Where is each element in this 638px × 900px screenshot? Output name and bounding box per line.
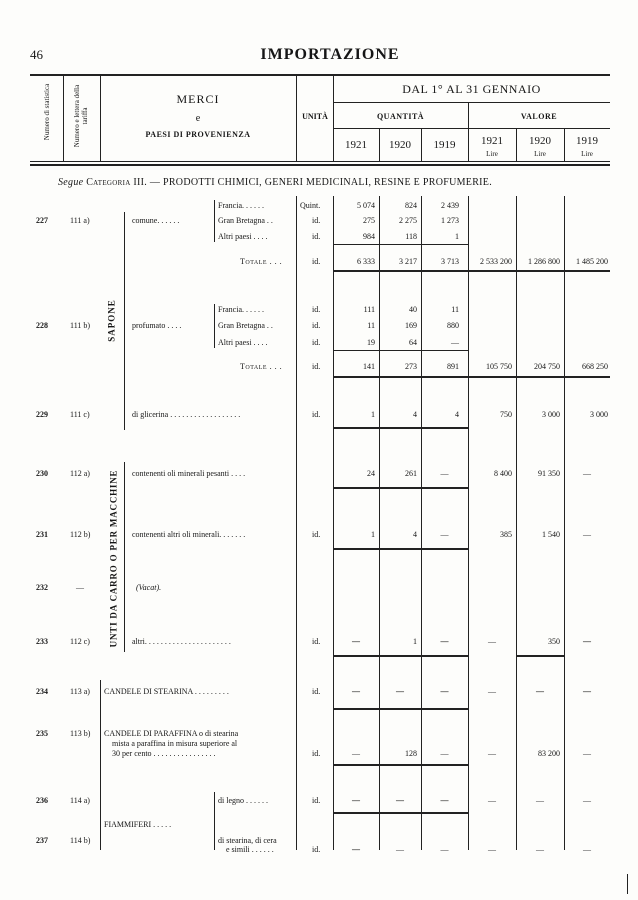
row-227-subtotal-rule <box>333 244 468 245</box>
row-228-total-q19: 891 <box>447 362 459 371</box>
row-237-label-1: di stearina, di cera <box>218 836 277 845</box>
row-235-label-2: mista a paraffina in misura superiore al <box>112 739 238 748</box>
row-233-q19: — <box>440 637 449 646</box>
row-231-label: contenenti altri oli minerali. . . . . . . <box>132 530 246 539</box>
row-229-q21: 1 <box>371 410 375 419</box>
header-numero-statistica: Numero di statistica <box>43 83 51 141</box>
row-235-v20: 83 200 <box>538 749 560 758</box>
row-231-v20: 1 540 <box>542 530 560 539</box>
year-v-1920: 1920 <box>529 135 551 147</box>
row-227-country-2: Gran Bretagna . . <box>218 216 273 225</box>
category-text: III. — PRODOTTI CHIMICI, GENERI MEDICINALI, RESINE E PROFUMERIE. <box>133 177 493 188</box>
row-227-total-q20: 3 217 <box>399 257 417 266</box>
row-234-tariff: 113 a) <box>70 687 90 696</box>
period-rule <box>333 102 610 103</box>
row-227-q20-3: 118 <box>405 232 417 241</box>
year-q-1920: 1920 <box>389 139 411 151</box>
row-228-end-rule <box>333 376 610 378</box>
row-227-q19-1: 2 439 <box>441 201 459 210</box>
row-228-q20-1: 40 <box>409 305 417 314</box>
row-227-total-v20: 1 286 800 <box>528 257 560 266</box>
row-229-v19: 3 000 <box>590 410 608 419</box>
row-233-q21: — <box>352 637 360 646</box>
row-237-q19: — <box>440 845 449 854</box>
row-236-q19: — <box>440 796 449 805</box>
row-232-tariff: — <box>76 583 84 592</box>
row-228-q19-1: 11 <box>451 305 459 314</box>
row-232-num: 232 <box>36 583 48 592</box>
row-228-q19-2: 880 <box>447 321 459 330</box>
row-227-country-3: Altri paesi . . . . <box>218 232 268 241</box>
row-235-label-1: CANDELE DI PARAFFINA o di stearina <box>104 729 239 738</box>
row-233-end-rule-v <box>516 655 564 657</box>
row-235-label-3: 30 per cento . . . . . . . . . . . . . . . . <box>112 749 216 758</box>
row-233-v19: — <box>583 637 591 646</box>
row-237-q21: — <box>352 845 360 854</box>
row-237-q20: — <box>396 845 404 854</box>
row-227-q20-1: 824 <box>405 201 417 210</box>
sapone-bracket <box>124 212 125 430</box>
row-234-end-rule <box>333 708 468 710</box>
row-228-unit-1: id. <box>312 305 321 314</box>
year-v-1921: 1921 <box>481 135 503 147</box>
row-228-country-3: Altri paesi . . . . <box>218 338 268 347</box>
row-237-num: 237 <box>36 836 48 845</box>
row-231-v21: 385 <box>500 530 512 539</box>
fiammiferi-bracket <box>214 792 215 850</box>
row-230-num: 230 <box>36 469 48 478</box>
row-227-q19-2: 1 273 <box>441 216 459 225</box>
row-237-v19: — <box>583 845 591 854</box>
row-233-tariff: 112 c) <box>70 637 90 646</box>
header-bottom-rule <box>30 161 610 162</box>
row-230-label: contenenti oli minerali pesanti . . . . <box>132 469 246 478</box>
row-237-tariff: 114 b) <box>70 836 91 845</box>
row-231-q21: 1 <box>371 530 375 539</box>
row-228-q21-3: 19 <box>367 338 375 347</box>
lire-1921: Lire <box>486 150 498 158</box>
row-229-tariff: 111 c) <box>70 410 90 419</box>
row-228-total-unit: id. <box>312 362 321 371</box>
row-227-q19-3: 1 <box>455 232 459 241</box>
row-235-q21: — <box>352 749 360 758</box>
body-sep-merci <box>100 680 101 850</box>
row-234-v19: — <box>583 687 591 696</box>
category-segue: Segue <box>58 177 84 188</box>
row-230-end-rule <box>333 487 468 489</box>
row-235-q19: — <box>440 749 449 758</box>
row-231-end-rule <box>333 548 468 550</box>
row-227-tariff: 111 a) <box>70 216 90 225</box>
row-228-subtotal-rule <box>333 350 468 351</box>
row-234-q21: — <box>352 687 360 696</box>
row-233-v21: — <box>488 637 496 646</box>
row-228-bracket <box>214 304 215 348</box>
sub-header-rule <box>333 128 610 129</box>
row-231-q20: 4 <box>413 530 417 539</box>
row-235-v19: — <box>583 749 591 758</box>
row-227-total-q19: 3 713 <box>441 257 459 266</box>
row-228-total-v19: 668 250 <box>582 362 608 371</box>
row-233-num: 233 <box>36 637 48 646</box>
row-228-total-q21: 141 <box>363 362 375 371</box>
row-227-bracket <box>214 200 215 242</box>
row-229-end-rule <box>333 427 468 429</box>
row-227-unit-3: id. <box>312 232 321 241</box>
row-235-end-rule <box>333 764 468 766</box>
header-bottom-rule-2 <box>30 164 610 166</box>
row-237-v21: — <box>488 845 496 854</box>
row-236-label: di legno . . . . . . <box>218 796 268 805</box>
row-227-end-rule <box>333 270 610 272</box>
row-234-num: 234 <box>36 687 48 696</box>
page-title: IMPORTAZIONE <box>260 46 400 63</box>
row-235-tariff: 113 b) <box>70 729 91 738</box>
row-228-q21-2: 11 <box>367 321 375 330</box>
row-229-q19: 4 <box>455 410 459 419</box>
row-230-v19: — <box>583 469 591 478</box>
row-228-q21-1: 111 <box>363 305 375 314</box>
row-228-total-v21: 105 750 <box>486 362 512 371</box>
fiammiferi-label: FIAMMIFERI . . . . . <box>104 820 172 829</box>
row-235-unit: id. <box>312 749 321 758</box>
row-228-total-v20: 204 750 <box>534 362 560 371</box>
row-227-total-label: Totale . . . <box>240 257 283 266</box>
header-paesi: PAESI DI PROVENIENZA <box>145 130 251 139</box>
row-227-total-q21: 6 333 <box>357 257 375 266</box>
header-numero-tariffa: Numero e lettera della tariffa <box>73 84 89 148</box>
row-228-unit-3: id. <box>312 338 321 347</box>
row-228-total-label: Totale . . . <box>240 362 283 371</box>
row-236-v20: — <box>536 796 544 805</box>
year-q-1919: 1919 <box>433 139 456 151</box>
row-227-label: comune. . . . . . <box>132 216 180 225</box>
year-v-1919: 1919 <box>576 135 598 147</box>
row-229-v20: 3 000 <box>542 410 560 419</box>
row-233-label: altri. . . . . . . . . . . . . . . . . . . . . . <box>132 637 231 646</box>
page-edge-mark <box>627 874 628 894</box>
row-235-num: 235 <box>36 729 48 738</box>
row-230-tariff: 112 a) <box>70 469 90 478</box>
row-236-v21: — <box>488 796 496 805</box>
row-234-label: CANDELE DI STEARINA . . . . . . . . . <box>104 687 229 696</box>
row-234-v20: — <box>536 687 544 696</box>
row-228-label: profumato . . . . <box>132 321 182 330</box>
row-234-q19: — <box>440 687 449 696</box>
row-234-unit: id. <box>312 687 321 696</box>
row-236-q21: — <box>352 796 360 805</box>
row-228-q19-3: — <box>451 338 459 347</box>
vertical-label-unti: UNTI DA CARRO O PER MACCHINE <box>108 469 119 648</box>
row-231-unit: id. <box>312 530 321 539</box>
row-227-unit-2: id. <box>312 216 321 225</box>
row-230-v21: 8 400 <box>494 469 512 478</box>
row-227-q20-2: 2 275 <box>399 216 417 225</box>
category-word: Categoria <box>86 177 131 188</box>
row-233-v20: 350 <box>548 637 560 646</box>
row-230-v20: 91 350 <box>538 469 560 478</box>
row-228-num: 228 <box>36 321 48 330</box>
row-230-q20: 261 <box>405 469 417 478</box>
lire-1920: Lire <box>534 150 546 158</box>
row-229-q20: 4 <box>413 410 417 419</box>
row-231-v19: — <box>583 530 591 539</box>
unti-bracket <box>124 462 125 652</box>
row-228-tariff: 111 b) <box>70 321 91 330</box>
row-237-label-2: e simili . . . . . . <box>226 845 274 854</box>
year-q-1921: 1921 <box>345 139 367 151</box>
page-number: 46 <box>30 47 43 62</box>
row-229-unit: id. <box>312 410 321 419</box>
header-top-rule <box>30 74 610 76</box>
header-unita: UNITÀ <box>302 112 328 121</box>
row-227-total-unit: id. <box>312 257 321 266</box>
header-col-sep-1 <box>63 74 64 162</box>
row-229-label: di glicerina . . . . . . . . . . . . . . . . . . <box>132 410 241 419</box>
row-233-end-rule <box>333 655 468 657</box>
row-228-country-1: Francia. . . . . . <box>218 305 264 314</box>
vertical-label-sapone: SAPONE <box>106 299 117 342</box>
row-231-q19: — <box>440 530 449 539</box>
row-227-num: 227 <box>36 216 48 225</box>
row-227-q21-3: 984 <box>363 232 375 241</box>
row-232-label: (Vacat). <box>136 583 162 592</box>
row-227-q21-1: 5 074 <box>357 201 375 210</box>
row-236-end-rule <box>333 812 468 814</box>
row-233-q20: 1 <box>413 637 417 646</box>
row-227-country-1: Francia. . . . . . <box>218 201 264 210</box>
row-237-unit: id. <box>312 845 321 854</box>
row-236-v19: — <box>583 796 591 805</box>
row-228-country-2: Gran Bretagna . . <box>218 321 273 330</box>
row-231-num: 231 <box>36 530 48 539</box>
row-229-num: 229 <box>36 410 48 419</box>
row-230-q19: — <box>440 469 449 478</box>
row-227-unit-1: Quint. <box>300 201 321 210</box>
category-line <box>58 177 492 188</box>
body-sep-unit-left <box>296 196 297 850</box>
header-e: e <box>195 113 201 124</box>
row-236-unit: id. <box>312 796 321 805</box>
row-235-v21: — <box>488 749 496 758</box>
row-237-v20: — <box>536 845 544 854</box>
row-234-q20: — <box>396 687 404 696</box>
row-236-q20: — <box>396 796 404 805</box>
row-231-tariff: 112 b) <box>70 530 91 539</box>
row-236-tariff: 114 a) <box>70 796 90 805</box>
row-228-q20-3: 64 <box>409 338 417 347</box>
header-quantita: QUANTITÀ <box>376 112 425 121</box>
row-235-q20: 128 <box>405 749 417 758</box>
row-227-total-v19: 1 485 200 <box>576 257 608 266</box>
row-228-total-q20: 273 <box>405 362 417 371</box>
row-228-unit-2: id. <box>312 321 321 330</box>
header-period: DAL 1° AL 31 GENNAIO <box>402 82 541 96</box>
row-227-total-v21: 2 533 200 <box>480 257 512 266</box>
row-228-q20-2: 169 <box>405 321 417 330</box>
row-236-num: 236 <box>36 796 48 805</box>
row-227-q21-2: 275 <box>363 216 375 225</box>
row-233-unit: id. <box>312 637 321 646</box>
row-230-q21: 24 <box>367 469 375 478</box>
header-merci: MERCI <box>176 92 220 106</box>
row-234-v21: — <box>488 687 496 696</box>
row-229-v21: 750 <box>500 410 512 419</box>
lire-1919: Lire <box>581 150 593 158</box>
header-valore: VALORE <box>520 112 558 121</box>
